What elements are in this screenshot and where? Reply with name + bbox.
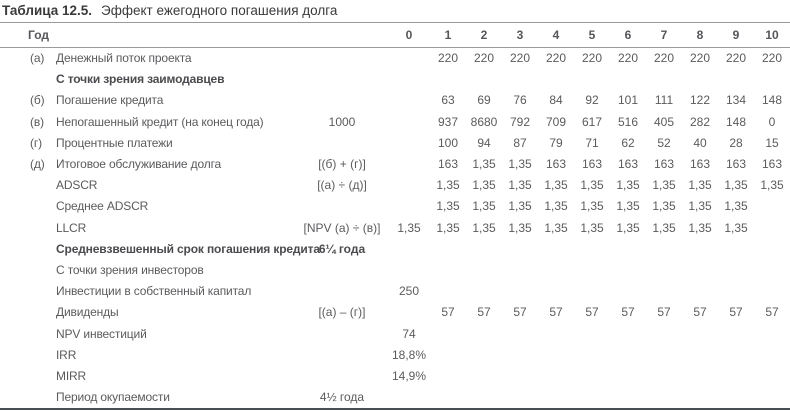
cell-value: 57 — [693, 305, 707, 320]
table-row — [0, 69, 790, 90]
cell-value: 220 — [581, 51, 603, 65]
cell-value: 1,35 — [652, 199, 676, 214]
cell-value — [430, 366, 466, 387]
cell-value — [754, 218, 790, 239]
cell-value — [646, 387, 682, 409]
cell-value — [466, 387, 502, 409]
cell-value: 1,35 — [436, 199, 460, 214]
row-formula — [296, 48, 388, 70]
cell-value: 57 — [621, 305, 635, 320]
cell-value — [502, 366, 538, 387]
cell-value — [466, 260, 502, 281]
debt-repayment-table — [0, 22, 790, 410]
year-col-header: 0 — [388, 23, 430, 48]
cell-value — [388, 112, 430, 133]
cell-value: 0 — [768, 114, 776, 129]
cell-value — [430, 281, 466, 302]
cell-value: 57 — [549, 305, 563, 320]
row-formula — [296, 345, 388, 366]
row-code — [0, 196, 56, 217]
year-col-header: 2 — [466, 23, 502, 48]
cell-value — [538, 260, 574, 281]
year-col-header: 5 — [574, 23, 610, 48]
cell-value — [538, 345, 574, 366]
cell-value — [610, 345, 646, 366]
cell-value — [646, 281, 682, 302]
cell-value — [574, 345, 610, 366]
cell-value: 1,35 — [580, 220, 604, 235]
cell-value — [754, 196, 790, 217]
cell-value: 1,35 — [688, 199, 712, 214]
year-col-header: 8 — [682, 23, 718, 48]
row-code: (д) — [30, 157, 45, 172]
cell-value — [388, 90, 430, 111]
cell-value: 163 — [761, 157, 783, 172]
cell-value — [682, 281, 718, 302]
cell-value — [682, 387, 718, 409]
row-label: Средневзвешенный срок погашения кредита — [56, 241, 320, 256]
row-label: Среднее ADSCR — [56, 199, 149, 214]
cell-value: 1,35 — [508, 220, 532, 235]
cell-value: 709 — [545, 114, 567, 129]
cell-value — [754, 239, 790, 260]
row-code — [0, 345, 56, 366]
cell-value: 1,35 — [616, 199, 640, 214]
cell-value — [646, 69, 682, 90]
cell-value — [682, 324, 718, 345]
cell-value: 220 — [689, 51, 711, 65]
cell-value: 1,35 — [616, 220, 640, 235]
cell-value — [718, 239, 754, 260]
row-code — [0, 387, 56, 409]
cell-value: 100 — [437, 135, 459, 150]
cell-value — [610, 324, 646, 345]
cell-value — [466, 281, 502, 302]
table-row — [0, 260, 790, 281]
cell-value: 282 — [689, 114, 711, 129]
header-row — [0, 23, 790, 48]
row-label: Инвестиции в собственный капитал — [56, 284, 252, 299]
cell-value: 84 — [549, 93, 563, 108]
cell-value — [388, 154, 430, 175]
cell-value — [682, 69, 718, 90]
cell-value: 1,35 — [472, 220, 496, 235]
cell-value — [388, 239, 430, 260]
cell-value: 1,35 — [508, 178, 532, 193]
cell-value — [610, 260, 646, 281]
cell-value — [538, 324, 574, 345]
table-row — [0, 154, 790, 175]
cell-value — [388, 133, 430, 154]
cell-value: 1,35 — [472, 157, 496, 172]
cell-value: 1,35 — [544, 220, 568, 235]
row-label: ADSCR — [56, 178, 98, 193]
cell-value — [646, 260, 682, 281]
cell-value — [754, 366, 790, 387]
row-label: С точки зрения заимодавцев — [56, 72, 225, 87]
cell-value: 163 — [545, 157, 567, 172]
cell-value — [502, 239, 538, 260]
cell-value — [574, 239, 610, 260]
table-number: Таблица 12.5. — [2, 3, 93, 18]
cell-value: 74 — [402, 326, 416, 341]
cell-value — [430, 239, 466, 260]
cell-value: 220 — [509, 51, 531, 65]
row-formula: [(а) – (г)] — [318, 305, 366, 320]
cell-value: 57 — [765, 305, 779, 320]
cell-value — [646, 239, 682, 260]
cell-value — [610, 281, 646, 302]
cell-value — [502, 69, 538, 90]
table-row — [0, 218, 790, 239]
cell-value — [646, 366, 682, 387]
cell-value: 937 — [437, 114, 459, 129]
cell-value: 148 — [725, 114, 747, 129]
cell-value — [718, 281, 754, 302]
cell-value: 18,8% — [391, 347, 427, 362]
row-formula: 4½ года — [319, 390, 365, 405]
cell-value — [430, 69, 466, 90]
table-body — [0, 48, 790, 410]
cell-value: 1,35 — [724, 199, 748, 214]
cell-value: 1,35 — [616, 178, 640, 193]
cell-value: 1,35 — [580, 178, 604, 193]
cell-value: 1,35 — [580, 199, 604, 214]
cell-value: 92 — [585, 93, 599, 108]
cell-value — [754, 69, 790, 90]
table-row — [0, 175, 790, 196]
cell-value — [388, 69, 430, 90]
cell-value: 134 — [725, 93, 747, 108]
cell-value: 57 — [441, 305, 455, 320]
row-label: IRR — [56, 347, 77, 362]
row-label: Денежный поток проекта — [56, 51, 192, 65]
row-formula — [296, 90, 388, 111]
year-col-header: 6 — [610, 23, 646, 48]
row-code — [0, 239, 56, 260]
cell-value — [502, 387, 538, 409]
cell-value — [538, 281, 574, 302]
row-label: Дивиденды — [56, 305, 119, 320]
cell-value: 87 — [513, 135, 527, 150]
row-formula — [296, 260, 388, 281]
cell-value: 1,35 — [724, 178, 748, 193]
cell-value: 28 — [729, 135, 743, 150]
cell-value: 1,35 — [472, 178, 496, 193]
cell-value: 163 — [617, 157, 639, 172]
cell-value: 122 — [689, 93, 711, 108]
cell-value: 250 — [398, 284, 420, 299]
row-label: Период окупаемости — [56, 390, 170, 405]
cell-value: 220 — [617, 51, 639, 65]
cell-value: 405 — [653, 114, 675, 129]
cell-value: 163 — [437, 157, 459, 172]
cell-value — [574, 281, 610, 302]
cell-value — [388, 387, 430, 409]
cell-value — [610, 239, 646, 260]
cell-value — [538, 387, 574, 409]
row-label: Погашение кредита — [56, 93, 164, 108]
cell-value — [682, 260, 718, 281]
cell-value: 52 — [657, 135, 671, 150]
table-row — [0, 48, 790, 70]
cell-value — [610, 366, 646, 387]
cell-value — [754, 387, 790, 409]
table-row — [0, 133, 790, 154]
cell-value: 57 — [729, 305, 743, 320]
row-formula: 1000 — [328, 114, 356, 129]
cell-value: 163 — [725, 157, 747, 172]
row-code — [0, 366, 56, 387]
cell-value — [718, 345, 754, 366]
table-caption — [0, 0, 790, 22]
cell-value: 57 — [477, 305, 491, 320]
row-code: (а) — [30, 51, 45, 65]
row-formula: 6¼ года — [318, 241, 366, 256]
row-code: (в) — [30, 114, 44, 129]
cell-value — [574, 324, 610, 345]
cell-value: 71 — [585, 135, 599, 150]
cell-value: 1,35 — [652, 178, 676, 193]
row-formula — [296, 281, 388, 302]
row-code — [0, 218, 56, 239]
row-label: Процентные платежи — [56, 135, 173, 150]
year-col-header: 4 — [538, 23, 574, 48]
row-formula: [NPV (а) ÷ (в)] — [303, 220, 381, 235]
cell-value: 1,35 — [436, 178, 460, 193]
cell-value — [466, 366, 502, 387]
cell-value: 516 — [617, 114, 639, 129]
row-formula — [296, 196, 388, 217]
table-row — [0, 345, 790, 366]
row-label: С точки зрения инвесторов — [56, 263, 204, 278]
cell-value: 63 — [441, 93, 455, 108]
cell-value: 617 — [581, 114, 603, 129]
cell-value — [430, 345, 466, 366]
cell-value — [466, 69, 502, 90]
cell-value — [430, 324, 466, 345]
row-code: (г) — [30, 135, 42, 150]
year-col-header: 1 — [430, 23, 466, 48]
cell-value — [754, 281, 790, 302]
year-col-header: 7 — [646, 23, 682, 48]
row-formula — [296, 133, 388, 154]
cell-value: 220 — [437, 51, 459, 65]
row-formula: [(а) ÷ (д)] — [317, 178, 367, 193]
cell-value — [502, 345, 538, 366]
cell-value — [466, 345, 502, 366]
cell-value: 220 — [473, 51, 495, 65]
cell-value — [502, 281, 538, 302]
cell-value — [538, 366, 574, 387]
year-header-label: Год — [0, 23, 296, 48]
cell-value: 40 — [693, 135, 707, 150]
cell-value: 163 — [689, 157, 711, 172]
cell-value — [718, 324, 754, 345]
cell-value: 1,35 — [652, 220, 676, 235]
cell-value — [718, 260, 754, 281]
table-row — [0, 281, 790, 302]
cell-value: 1,35 — [724, 220, 748, 235]
cell-value: 220 — [545, 51, 567, 65]
cell-value — [388, 175, 430, 196]
cell-value — [610, 387, 646, 409]
cell-value — [430, 387, 466, 409]
cell-value — [502, 260, 538, 281]
cell-value: 1,35 — [544, 199, 568, 214]
cell-value: 1,35 — [688, 220, 712, 235]
cell-value — [388, 196, 430, 217]
year-col-header: 3 — [502, 23, 538, 48]
cell-value — [502, 324, 538, 345]
cell-value: 1,35 — [472, 199, 496, 214]
cell-value: 1,35 — [436, 220, 460, 235]
row-formula — [296, 366, 388, 387]
row-label: Итоговое обслуживание долга — [56, 157, 222, 172]
cell-value — [718, 69, 754, 90]
cell-value — [754, 260, 790, 281]
year-col-header: 10 — [754, 23, 790, 48]
cell-value — [754, 324, 790, 345]
cell-value: 1,35 — [760, 178, 784, 193]
cell-value: 62 — [621, 135, 635, 150]
cell-value: 1,35 — [544, 178, 568, 193]
cell-value: 14,9% — [391, 369, 427, 384]
table-row — [0, 90, 790, 111]
cell-value — [718, 387, 754, 409]
cell-value: 220 — [653, 51, 675, 65]
table-row — [0, 366, 790, 387]
cell-value — [388, 48, 430, 70]
row-label: NPV инвестиций — [56, 326, 147, 341]
row-label: Непогашенный кредит (на конец года) — [56, 114, 264, 129]
cell-value: 792 — [509, 114, 531, 129]
cell-value — [682, 345, 718, 366]
table-row — [0, 112, 790, 133]
cell-value: 57 — [585, 305, 599, 320]
table-row — [0, 196, 790, 217]
cell-value — [646, 345, 682, 366]
cell-value — [388, 302, 430, 323]
cell-value: 163 — [581, 157, 603, 172]
cell-value — [538, 239, 574, 260]
year-col-header: 9 — [718, 23, 754, 48]
cell-value — [610, 69, 646, 90]
table-row — [0, 239, 790, 260]
cell-value: 69 — [477, 93, 491, 108]
cell-value: 163 — [653, 157, 675, 172]
cell-value: 8680 — [470, 114, 498, 129]
cell-value: 1,35 — [688, 178, 712, 193]
cell-value — [574, 260, 610, 281]
cell-value — [682, 366, 718, 387]
cell-value: 220 — [725, 51, 747, 65]
cell-value: 1,35 — [508, 157, 532, 172]
row-label: MIRR — [56, 369, 87, 384]
cell-value: 148 — [761, 93, 783, 108]
cell-value: 1,35 — [508, 199, 532, 214]
row-code — [0, 281, 56, 302]
cell-value: 76 — [513, 93, 527, 108]
table-title: Эффект ежегодного погашения долга — [101, 3, 338, 18]
cell-value: 79 — [549, 135, 563, 150]
cell-value — [574, 387, 610, 409]
cell-value: 220 — [761, 51, 783, 65]
row-label: LLCR — [56, 220, 87, 235]
row-code — [0, 324, 56, 345]
cell-value — [574, 69, 610, 90]
cell-value — [646, 324, 682, 345]
table-row — [0, 302, 790, 323]
cell-value — [466, 324, 502, 345]
cell-value — [388, 260, 430, 281]
row-formula: [(б) + (г)] — [318, 157, 366, 172]
cell-value — [466, 239, 502, 260]
formula-column-header — [296, 23, 388, 48]
row-code — [0, 302, 56, 323]
row-code — [0, 69, 56, 90]
cell-value: 94 — [477, 135, 491, 150]
cell-value — [718, 366, 754, 387]
cell-value — [538, 69, 574, 90]
row-formula — [296, 69, 388, 90]
row-code: (б) — [30, 93, 45, 108]
cell-value: 101 — [617, 93, 639, 108]
cell-value — [754, 345, 790, 366]
cell-value — [430, 260, 466, 281]
cell-value: 15 — [765, 135, 779, 150]
cell-value: 57 — [657, 305, 671, 320]
row-formula — [296, 324, 388, 345]
table-row — [0, 324, 790, 345]
row-code — [0, 175, 56, 196]
table-row — [0, 387, 790, 409]
cell-value — [682, 239, 718, 260]
row-code — [0, 260, 56, 281]
cell-value: 1,35 — [397, 220, 421, 235]
cell-value — [574, 366, 610, 387]
cell-value: 57 — [513, 305, 527, 320]
cell-value: 111 — [654, 93, 674, 108]
